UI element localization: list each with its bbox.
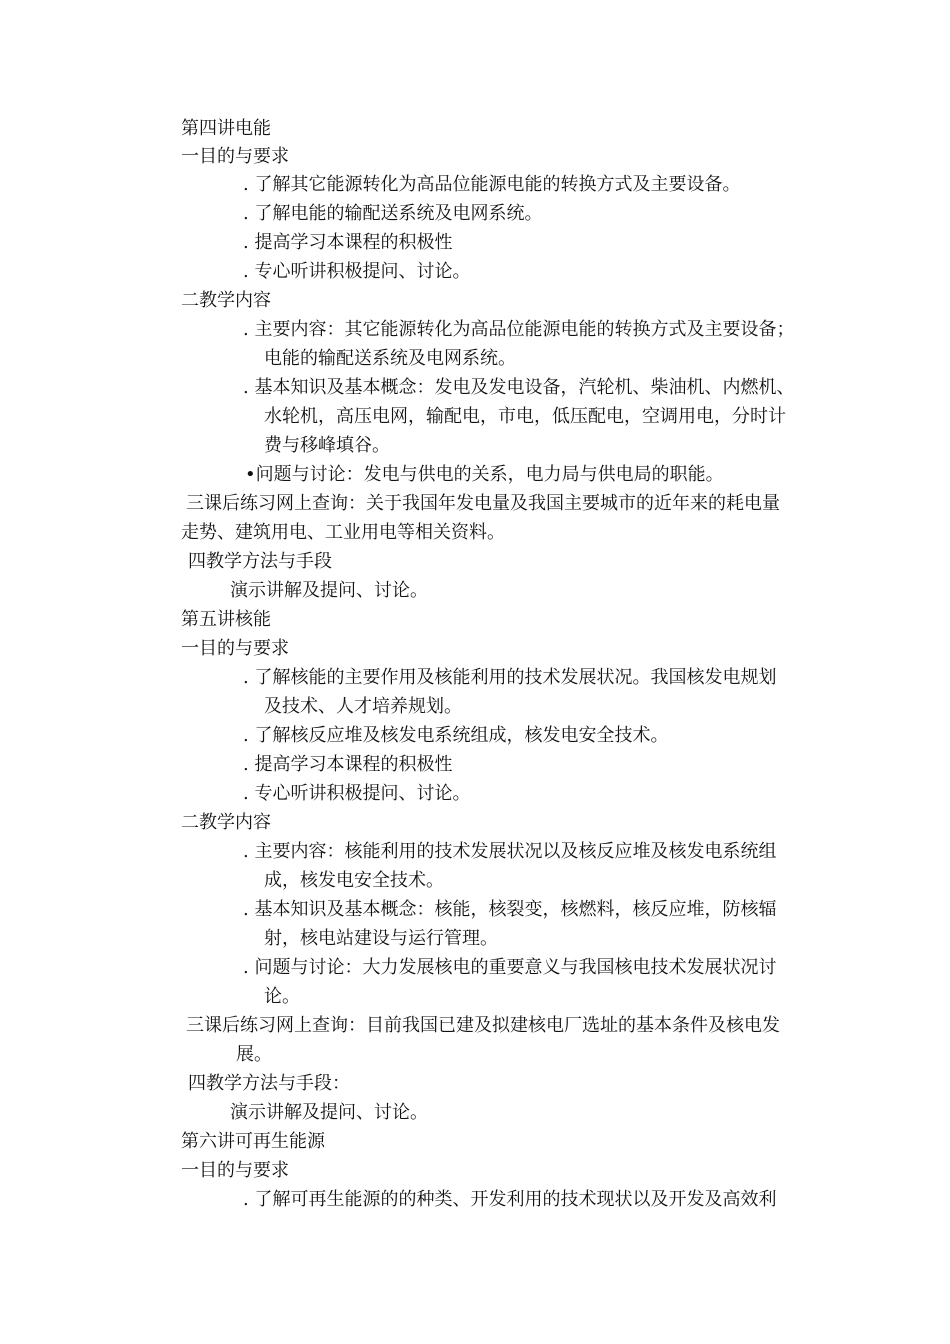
text-line: 走势、建筑用电、工业用电等相关资料。 [181,522,505,543]
text-line: •问题与讨论：发电与供电的关系，电力局与供电局的职能。 [245,464,724,485]
text-line: 电能的输配送系统及电网系统。 [264,348,516,369]
text-line: . 专心听讲积极提问、讨论。 [243,261,471,282]
text-line: 一目的与要求 [181,638,289,659]
text-line: 一目的与要求 [181,146,289,167]
text-line: 二教学内容 [181,290,271,311]
text-line: 论。 [264,986,300,1007]
text-line: 一目的与要求 [181,1160,289,1181]
text-line: 演示讲解及提问、讨论。 [230,1102,428,1123]
text-line: 费与移峰填谷。 [264,435,390,456]
text-line: . 了解可再生能源的的种类、开发利用的技术现状以及开发及高效利 [243,1189,777,1210]
text-line: 演示讲解及提问、讨论。 [230,580,428,601]
text-line: . 提高学习本课程的积极性 [243,754,453,775]
text-line: . 主要内容：其它能源转化为高品位能源电能的转换方式及主要设备； [243,319,795,340]
text-line: 三课后练习网上查询：目前我国已建及拟建核电厂选址的基本条件及核电发 [186,1015,780,1036]
text-line: 第五讲核能 [181,609,271,630]
text-line: . 了解核反应堆及核发电系统组成，核发电安全技术。 [243,725,669,746]
text-line: 及技术、人才培养规划。 [264,696,462,717]
text-line: . 了解其它能源转化为高品位能源电能的转换方式及主要设备。 [243,174,741,195]
text-line: . 基本知识及基本概念：发电及发电设备，汽轮机、柴油机、内燃机、 [243,377,795,398]
text-line: . 专心听讲积极提问、讨论。 [243,783,471,804]
text-line: 展。 [236,1044,272,1065]
text-line: 水轮机，高压电网，输配电，市电，低压配电，空调用电，分时计 [264,406,786,427]
text-line: 二教学内容 [181,812,271,833]
text-line: . 主要内容：核能利用的技术发展状况以及核反应堆及核发电系统组 [243,841,777,862]
text-line: 四教学方法与手段： [188,1073,350,1094]
text-line: . 了解核能的主要作用及核能利用的技术发展状况。我国核发电规划 [243,667,777,688]
text-line: 四教学方法与手段 [188,551,332,572]
text-line: 射，核电站建设与运行管理。 [264,928,498,949]
text-line: . 提高学习本课程的积极性 [243,232,453,253]
text-line: 第四讲电能 [181,118,271,139]
text-line: . 问题与讨论：大力发展核电的重要意义与我国核电技术发展状况讨 [243,957,777,978]
text-line: . 基本知识及基本概念：核能，核裂变，核燃料，核反应堆，防核辐 [243,899,777,920]
text-line: 成，核发电安全技术。 [264,870,444,891]
text-line: . 了解电能的输配送系统及电网系统。 [243,203,543,224]
text-line: 第六讲可再生能源 [181,1131,325,1152]
text-line: 三课后练习网上查询：关于我国年发电量及我国主要城市的近年来的耗电量 [186,493,780,514]
